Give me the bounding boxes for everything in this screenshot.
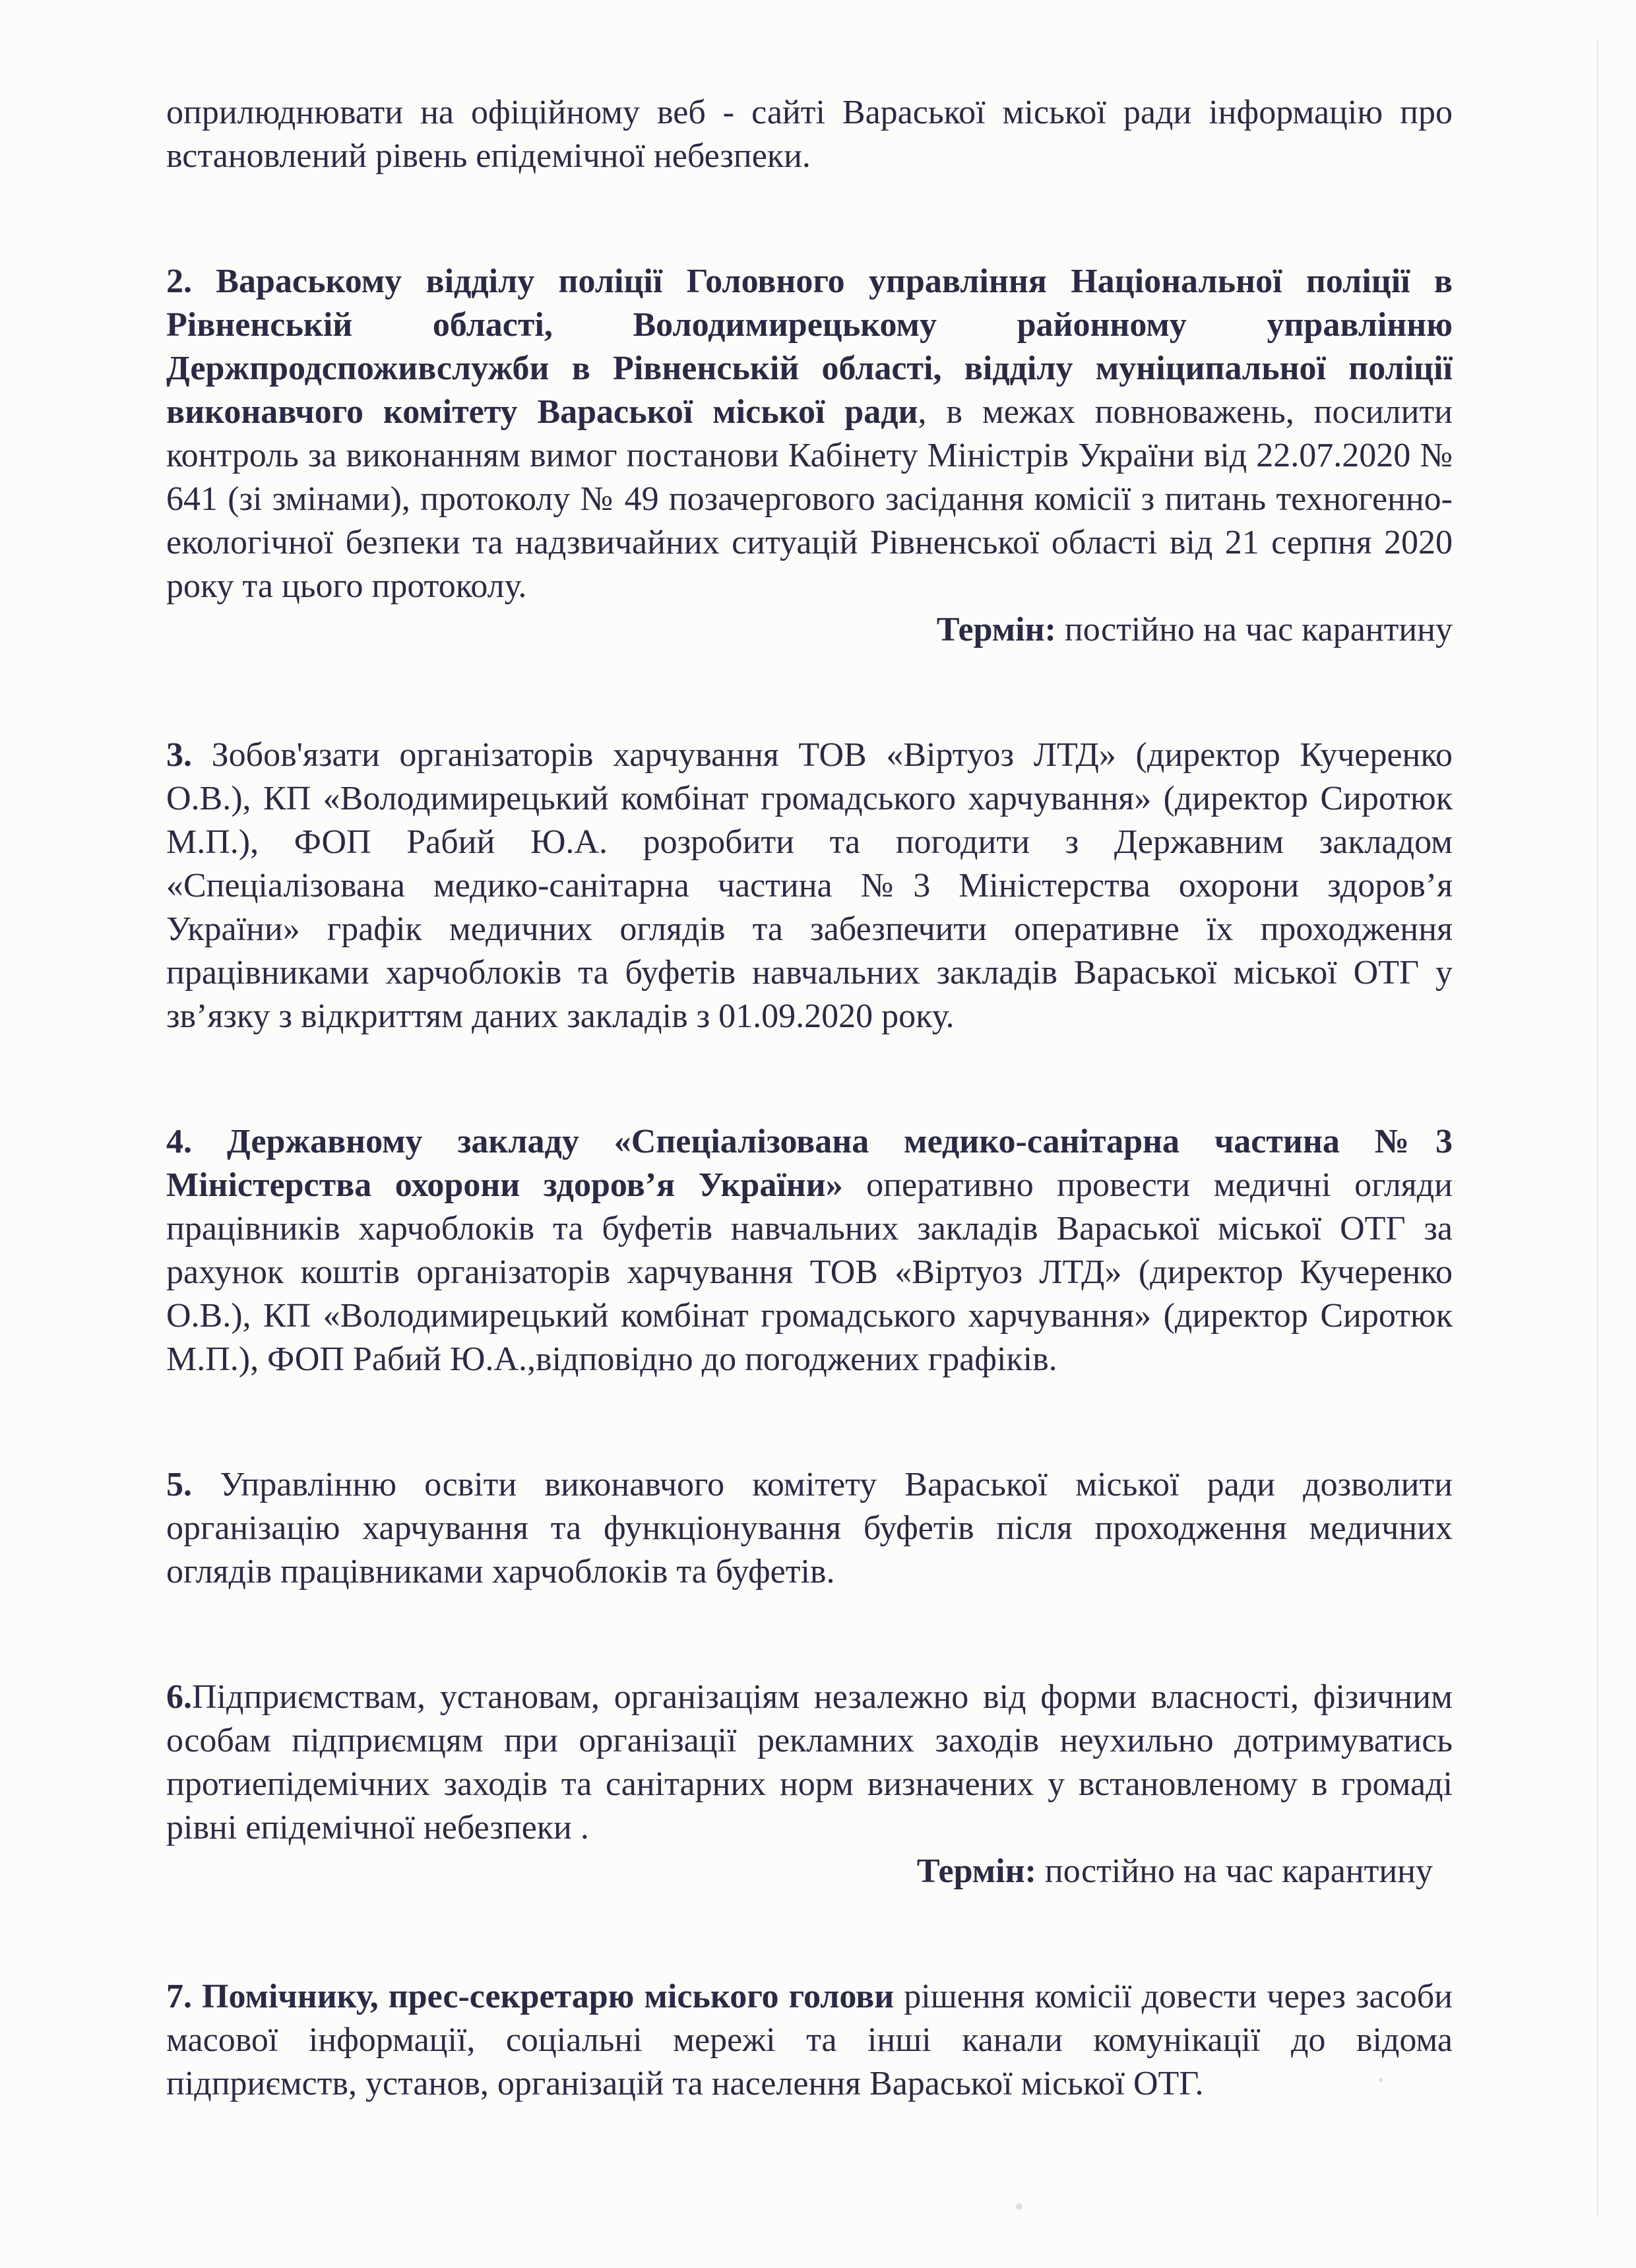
term-label: Термін: bbox=[936, 611, 1056, 648]
item-6-term bbox=[166, 1850, 1453, 1893]
item-4 bbox=[166, 1120, 1453, 1381]
item-3 bbox=[166, 734, 1453, 1038]
item-2-term bbox=[166, 608, 1453, 652]
item-7 bbox=[166, 1975, 1453, 2106]
term-label: Термін: bbox=[916, 1852, 1036, 1890]
term-value: постійно на час карантину bbox=[1036, 1852, 1433, 1890]
item-7-text: рішення комісії довести через засоби масової інформації, соціальні мережі та інші канали комунікації до відома підприємств, установ, організацій та населення Вараської міської ОТГ. bbox=[166, 1978, 1453, 2102]
item-4-paragraph bbox=[166, 1120, 1453, 1381]
scan-dot bbox=[1016, 2203, 1022, 2210]
item-6 bbox=[166, 1676, 1453, 1893]
item-number: 2. bbox=[166, 263, 192, 300]
item-number: 5. bbox=[166, 1466, 192, 1503]
intro-paragraph bbox=[166, 91, 1453, 178]
item-6-text: Підприємствам, установам, організаціям незалежно від форми власності, фізичним особам підприємцям при організації рекламних заходів неухильно дотримуватись протиепідемічних заходів та санітарних норм визначених у встановленому в громаді рівні епідемічної небезпеки . bbox=[166, 1678, 1453, 1846]
item-number: 6. bbox=[166, 1678, 192, 1716]
item-number: 3. bbox=[166, 736, 192, 774]
item-number: 7. bbox=[166, 1978, 192, 2015]
document-body bbox=[166, 91, 1453, 2188]
item-6-paragraph bbox=[166, 1676, 1453, 1850]
item-7-paragraph bbox=[166, 1975, 1453, 2106]
item-3-text: Зобов'язати організаторів харчування ТОВ «Віртуоз ЛТД» (директор Кучеренко О.В.), КП «Володимирецький комбінат громадського харчування» (директор Сиротюк М.П.), ФОП Рабий Ю.А. розробити та погодити з Державним закладом «Спеціалізована медико-санітарна частина №3 Міністерства охорони здоров’я України» графік медичних оглядів та забезпечити оперативне їх проходження працівниками харчоблоків та буфетів навчальних закладів Вараської міської ОТГ у зв’язку з відкриттям даних закладів з 01.09.2020 року. bbox=[166, 736, 1453, 1035]
intro-text: оприлюднювати на офіційному веб - сайті Вараської міської ради інформацію про встановлений рівень епідемічної небезпеки. bbox=[166, 94, 1453, 175]
item-5 bbox=[166, 1463, 1453, 1594]
item-4-addressee: . Державному закладу «Спеціалізована медико-санітарна частина №3 Міністерства охорони здоров’я України» bbox=[166, 1123, 1453, 1204]
term-value: постійно на час карантину bbox=[1055, 611, 1453, 648]
item-2-paragraph bbox=[166, 260, 1453, 608]
item-3-paragraph bbox=[166, 734, 1453, 1038]
item-2-text: , в межах повноважень, посилити контроль за виконанням вимог постанови Кабінету Міністрів України від 22.07.2020 № 641 (зі змінами), протоколу № 49 позачергового засідання комісії з питань техногенно-екологічної безпеки та надзвичайних ситуацій Рівненської області від 21 серпня 2020 року та цього протоколу. bbox=[166, 393, 1453, 605]
item-2 bbox=[166, 260, 1453, 652]
item-2-addressee: Вараському відділу поліції Головного управління Національної поліції в Рівненській області, Володимирецькому районному управлінню Держпродспоживслужби в Рівненській області, відділу муніципальної поліції виконавчого комітету Вараської міської ради bbox=[166, 263, 1453, 431]
item-4-text: оперативно провести медичні огляди працівників харчоблоків та буфетів навчальних закладів Вараської міської ОТГ за рахунок коштів організаторів харчування ТОВ «Віртуоз ЛТД» (директор Кучеренко О.В.), КП «Володимирецький комбінат громадського харчування» (директор Сиротюк М.П.), ФОП Рабий Ю.А.,відповідно до погоджених графіків. bbox=[166, 1166, 1453, 1378]
item-5-paragraph bbox=[166, 1463, 1453, 1594]
scan-edge-shadow bbox=[1596, 40, 1598, 2217]
item-7-addressee: Помічнику, прес-секретарю міського голови bbox=[192, 1978, 895, 2015]
item-5-text: Управлінню освіти виконавчого комітету Вараської міської ради дозволити організацію харчування та функціонування буфетів після проходження медичних оглядів працівниками харчоблоків та буфетів. bbox=[166, 1466, 1453, 1591]
item-number: 4 bbox=[166, 1123, 183, 1160]
